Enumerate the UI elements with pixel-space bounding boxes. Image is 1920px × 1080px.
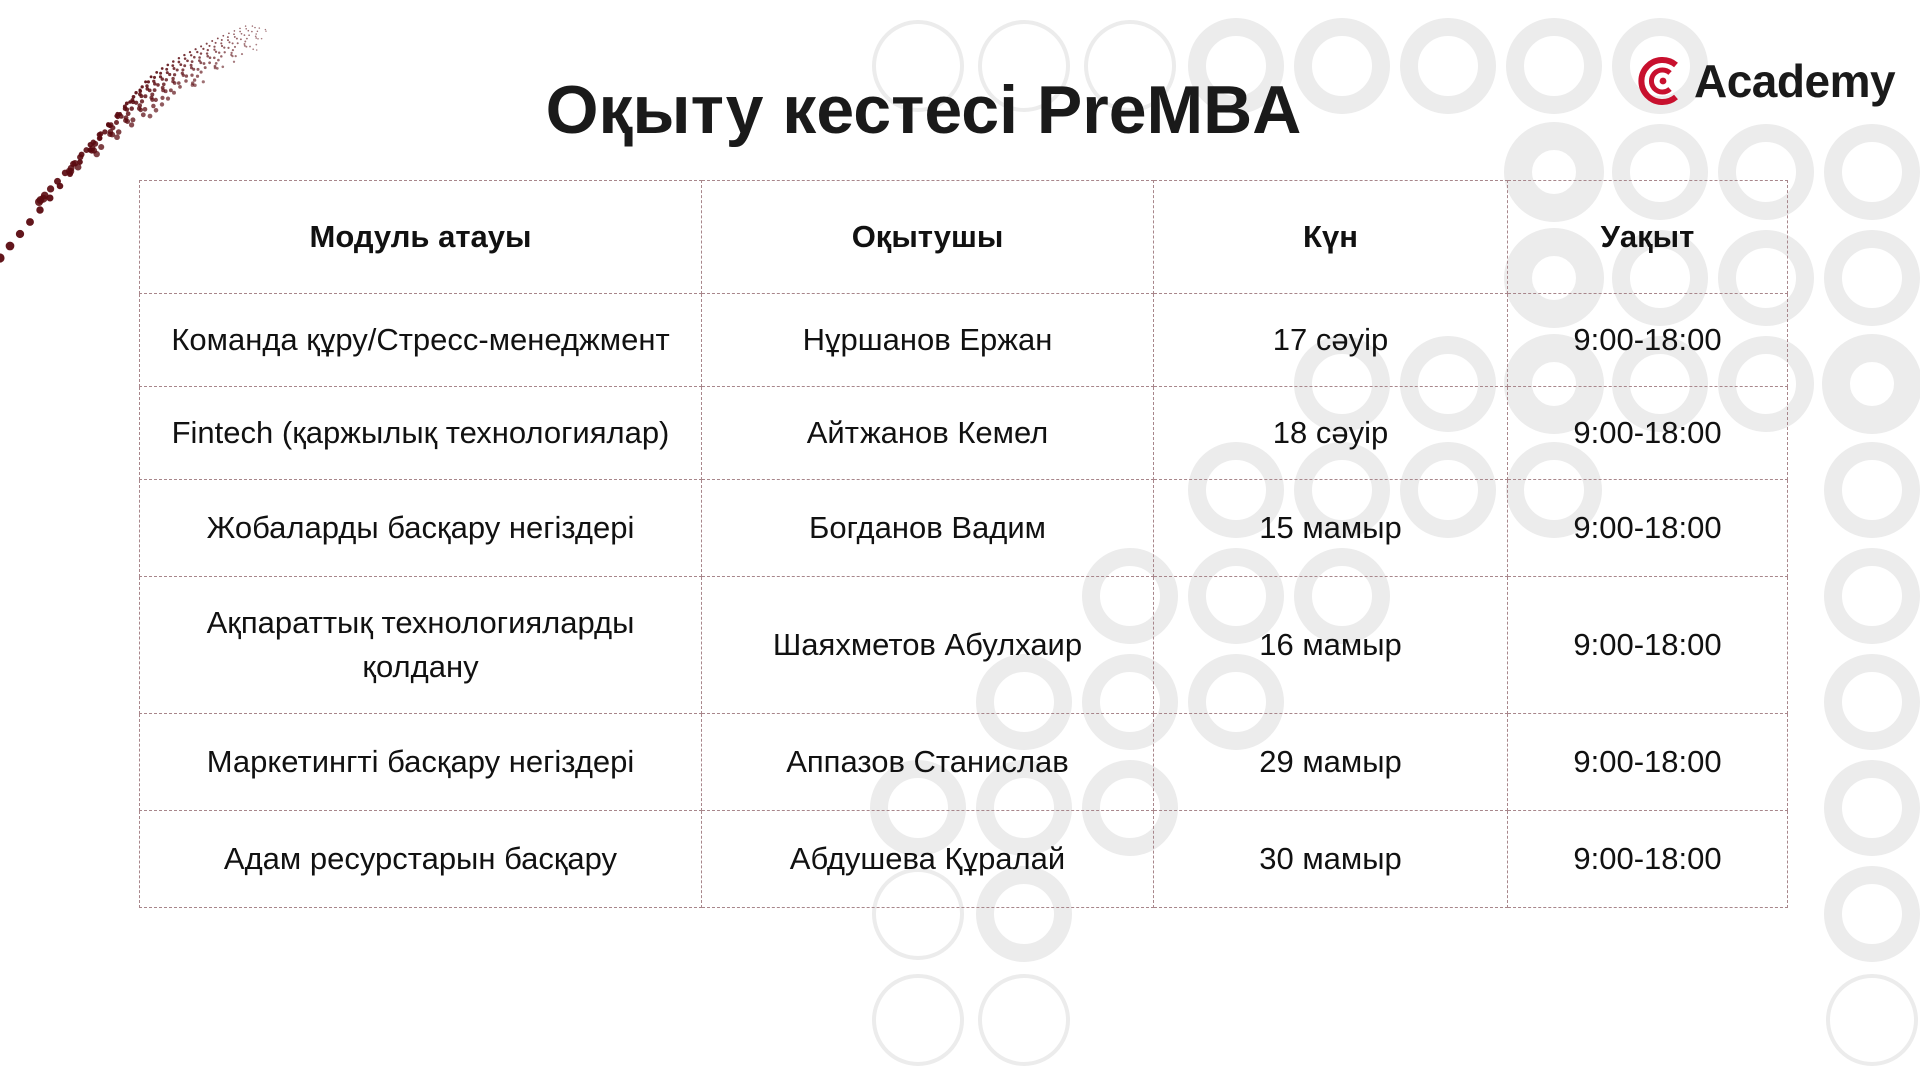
dot-decoration — [206, 52, 208, 54]
ring-decoration — [874, 976, 962, 1064]
cell-module: Команда құру/Стресс-менеджмент — [140, 294, 702, 387]
dot-decoration — [47, 185, 54, 192]
dot-decoration — [217, 37, 219, 39]
dot-decoration — [246, 38, 248, 40]
dot-decoration — [200, 45, 202, 47]
dot-decoration — [237, 42, 239, 44]
dot-decoration — [236, 38, 238, 40]
dot-decoration — [6, 242, 15, 251]
dot-decoration — [79, 152, 85, 158]
schedule-table — [139, 180, 1788, 908]
dot-decoration — [252, 48, 254, 50]
dot-decoration — [217, 59, 220, 62]
cell-date: 29 мамыр — [1154, 714, 1508, 811]
table-row — [140, 714, 1788, 811]
dot-decoration — [230, 52, 232, 54]
dot-decoration — [233, 33, 235, 35]
dot-decoration — [183, 54, 185, 56]
dot-decoration — [241, 53, 243, 55]
dot-decoration — [190, 54, 192, 56]
dot-decoration — [255, 37, 257, 39]
dot-decoration — [178, 57, 180, 59]
cell-time: 9:00-18:00 — [1508, 294, 1788, 387]
dot-decoration — [189, 51, 191, 53]
ring-decoration — [1828, 976, 1916, 1064]
ring-decoration — [1833, 663, 1911, 741]
dot-decoration — [223, 46, 225, 48]
header-date: Күн — [1154, 181, 1508, 294]
ring-decoration — [1833, 557, 1911, 635]
cell-module: Маркетингті басқару негіздері — [140, 714, 702, 811]
dot-decoration — [245, 28, 247, 30]
table-row — [140, 294, 1788, 387]
dot-decoration — [220, 42, 222, 44]
dot-decoration — [231, 55, 233, 57]
dot-decoration — [265, 29, 266, 30]
dot-decoration — [235, 55, 237, 57]
dot-decoration — [227, 39, 229, 41]
c-ring-logo-icon — [1636, 55, 1688, 107]
table-row — [140, 577, 1788, 714]
table-row — [140, 811, 1788, 908]
cell-date: 18 сәуір — [1154, 387, 1508, 480]
dot-decoration — [255, 44, 257, 46]
dot-decoration — [248, 34, 250, 36]
dot-decoration — [0, 253, 5, 262]
table-row — [140, 387, 1788, 480]
cell-module: Жобаларды басқару негіздері — [140, 480, 702, 577]
dot-decoration — [228, 41, 230, 43]
header-time: Уақыт — [1508, 181, 1788, 294]
ring-decoration — [1836, 348, 1908, 420]
cell-time: 9:00-18:00 — [1508, 577, 1788, 714]
dot-decoration — [230, 54, 232, 56]
dot-decoration — [208, 61, 211, 64]
dot-decoration — [75, 164, 82, 171]
dot-decoration — [198, 56, 201, 59]
cell-time: 9:00-18:00 — [1508, 387, 1788, 480]
dot-decoration — [255, 33, 257, 35]
dot-decoration — [195, 48, 197, 50]
dot-decoration — [66, 168, 73, 175]
dot-decoration — [196, 51, 198, 53]
table-header-row — [140, 181, 1788, 294]
dot-decoration — [72, 160, 79, 167]
header-module: Модуль атауы — [140, 181, 702, 294]
dot-decoration — [257, 38, 259, 40]
dot-decoration — [213, 49, 215, 51]
dot-decoration — [183, 64, 186, 67]
dot-decoration — [36, 196, 44, 204]
dot-decoration — [215, 62, 218, 65]
dot-decoration — [222, 35, 224, 37]
dot-decoration — [77, 154, 83, 160]
logo-brand-text: Academy — [1694, 55, 1896, 107]
dot-decoration — [261, 38, 263, 40]
academy-logo — [1636, 50, 1896, 112]
dot-decoration — [47, 195, 54, 202]
cell-teacher: Абдушева Құралай — [702, 811, 1154, 908]
dot-decoration — [213, 46, 215, 48]
dot-decoration — [218, 51, 220, 53]
ring-decoration — [1833, 769, 1911, 847]
dot-decoration — [57, 183, 64, 190]
dot-decoration — [67, 171, 73, 177]
dot-decoration — [256, 49, 258, 51]
ring-decoration — [1833, 875, 1911, 953]
cell-teacher: Нұршанов Ержан — [702, 294, 1154, 387]
dot-decoration — [41, 192, 49, 200]
ring-decoration — [1833, 451, 1911, 529]
dot-decoration — [234, 36, 236, 38]
dot-decoration — [198, 59, 201, 62]
dot-decoration — [232, 49, 234, 51]
dot-decoration — [68, 165, 75, 172]
dot-decoration — [62, 170, 69, 177]
dot-decoration — [221, 45, 223, 47]
dot-decoration — [36, 206, 43, 213]
cell-time: 9:00-18:00 — [1508, 714, 1788, 811]
dot-decoration — [255, 35, 257, 37]
cell-teacher: Шаяхметов Абулхаир — [702, 577, 1154, 714]
dot-decoration — [252, 25, 253, 26]
dot-decoration — [193, 56, 196, 59]
dot-decoration — [244, 34, 246, 36]
dot-decoration — [259, 27, 260, 28]
dot-decoration — [67, 168, 74, 175]
cell-module: Адам ресурстарын басқару — [140, 811, 702, 908]
dot-decoration — [227, 36, 229, 38]
dot-decoration — [241, 33, 243, 35]
dot-decoration — [70, 161, 76, 167]
dot-decoration — [203, 62, 206, 65]
dot-decoration — [228, 32, 230, 34]
dot-decoration — [184, 57, 187, 60]
cell-module: Fintech (қаржылық технологиялар) — [140, 387, 702, 480]
dot-decoration — [16, 230, 24, 238]
dot-decoration — [211, 40, 213, 42]
dot-decoration — [191, 60, 194, 63]
dot-decoration — [245, 46, 247, 48]
dot-decoration — [166, 64, 169, 67]
dot-decoration — [221, 39, 223, 41]
dot-decoration — [245, 25, 246, 26]
ring-decoration — [1833, 239, 1911, 317]
cell-teacher: Богданов Вадим — [702, 480, 1154, 577]
dot-decoration — [207, 49, 209, 51]
table-row — [140, 480, 1788, 577]
dot-decoration — [213, 57, 216, 60]
cell-date: 17 сәуір — [1154, 294, 1508, 387]
dot-decoration — [186, 59, 189, 62]
cell-date: 15 мамыр — [1154, 480, 1508, 577]
dot-decoration — [232, 42, 234, 44]
dot-decoration — [206, 55, 209, 58]
dot-decoration — [209, 56, 212, 59]
dot-decoration — [199, 61, 202, 64]
cell-time: 9:00-18:00 — [1508, 480, 1788, 577]
dot-decoration — [244, 43, 246, 45]
dot-decoration — [251, 31, 253, 33]
dot-decoration — [215, 51, 217, 53]
dot-decoration — [234, 30, 236, 32]
dot-decoration — [233, 61, 235, 63]
dot-decoration — [220, 55, 223, 58]
dot-decoration — [239, 28, 241, 30]
dot-decoration — [249, 46, 251, 48]
dot-decoration — [206, 43, 208, 45]
cell-teacher: Айтжанов Кемел — [702, 387, 1154, 480]
dot-decoration — [202, 48, 204, 50]
header-teacher: Оқытушы — [702, 181, 1154, 294]
dot-decoration — [208, 45, 210, 47]
cell-teacher: Аппазов Станислав — [702, 714, 1154, 811]
dot-decoration — [248, 30, 250, 32]
ring-decoration — [980, 976, 1068, 1064]
dot-decoration — [35, 198, 43, 206]
dot-decoration — [179, 63, 182, 66]
dot-decoration — [26, 218, 34, 226]
dot-decoration — [244, 45, 246, 47]
dot-decoration — [244, 41, 246, 43]
dot-decoration — [178, 61, 181, 64]
dot-decoration — [224, 51, 226, 53]
dot-decoration — [240, 38, 242, 40]
cell-time: 9:00-18:00 — [1508, 811, 1788, 908]
dot-decoration — [234, 46, 236, 48]
cell-date: 16 мамыр — [1154, 577, 1508, 714]
cell-module: Ақпараттық технологияларды қолдану — [140, 577, 702, 714]
dot-decoration — [190, 64, 193, 67]
page-title: Оқыту кестесі PreMBA — [545, 72, 1302, 148]
dot-decoration — [172, 60, 175, 63]
dot-decoration — [171, 64, 174, 67]
dot-decoration — [257, 31, 259, 33]
dot-decoration — [77, 159, 83, 165]
dot-decoration — [39, 195, 47, 203]
dot-decoration — [54, 178, 61, 185]
dot-decoration — [265, 30, 266, 31]
dot-decoration — [254, 27, 255, 28]
dot-decoration — [239, 31, 241, 33]
cell-date: 30 мамыр — [1154, 811, 1508, 908]
dot-decoration — [227, 47, 229, 49]
dot-decoration — [215, 42, 217, 44]
dot-decoration — [200, 52, 202, 54]
